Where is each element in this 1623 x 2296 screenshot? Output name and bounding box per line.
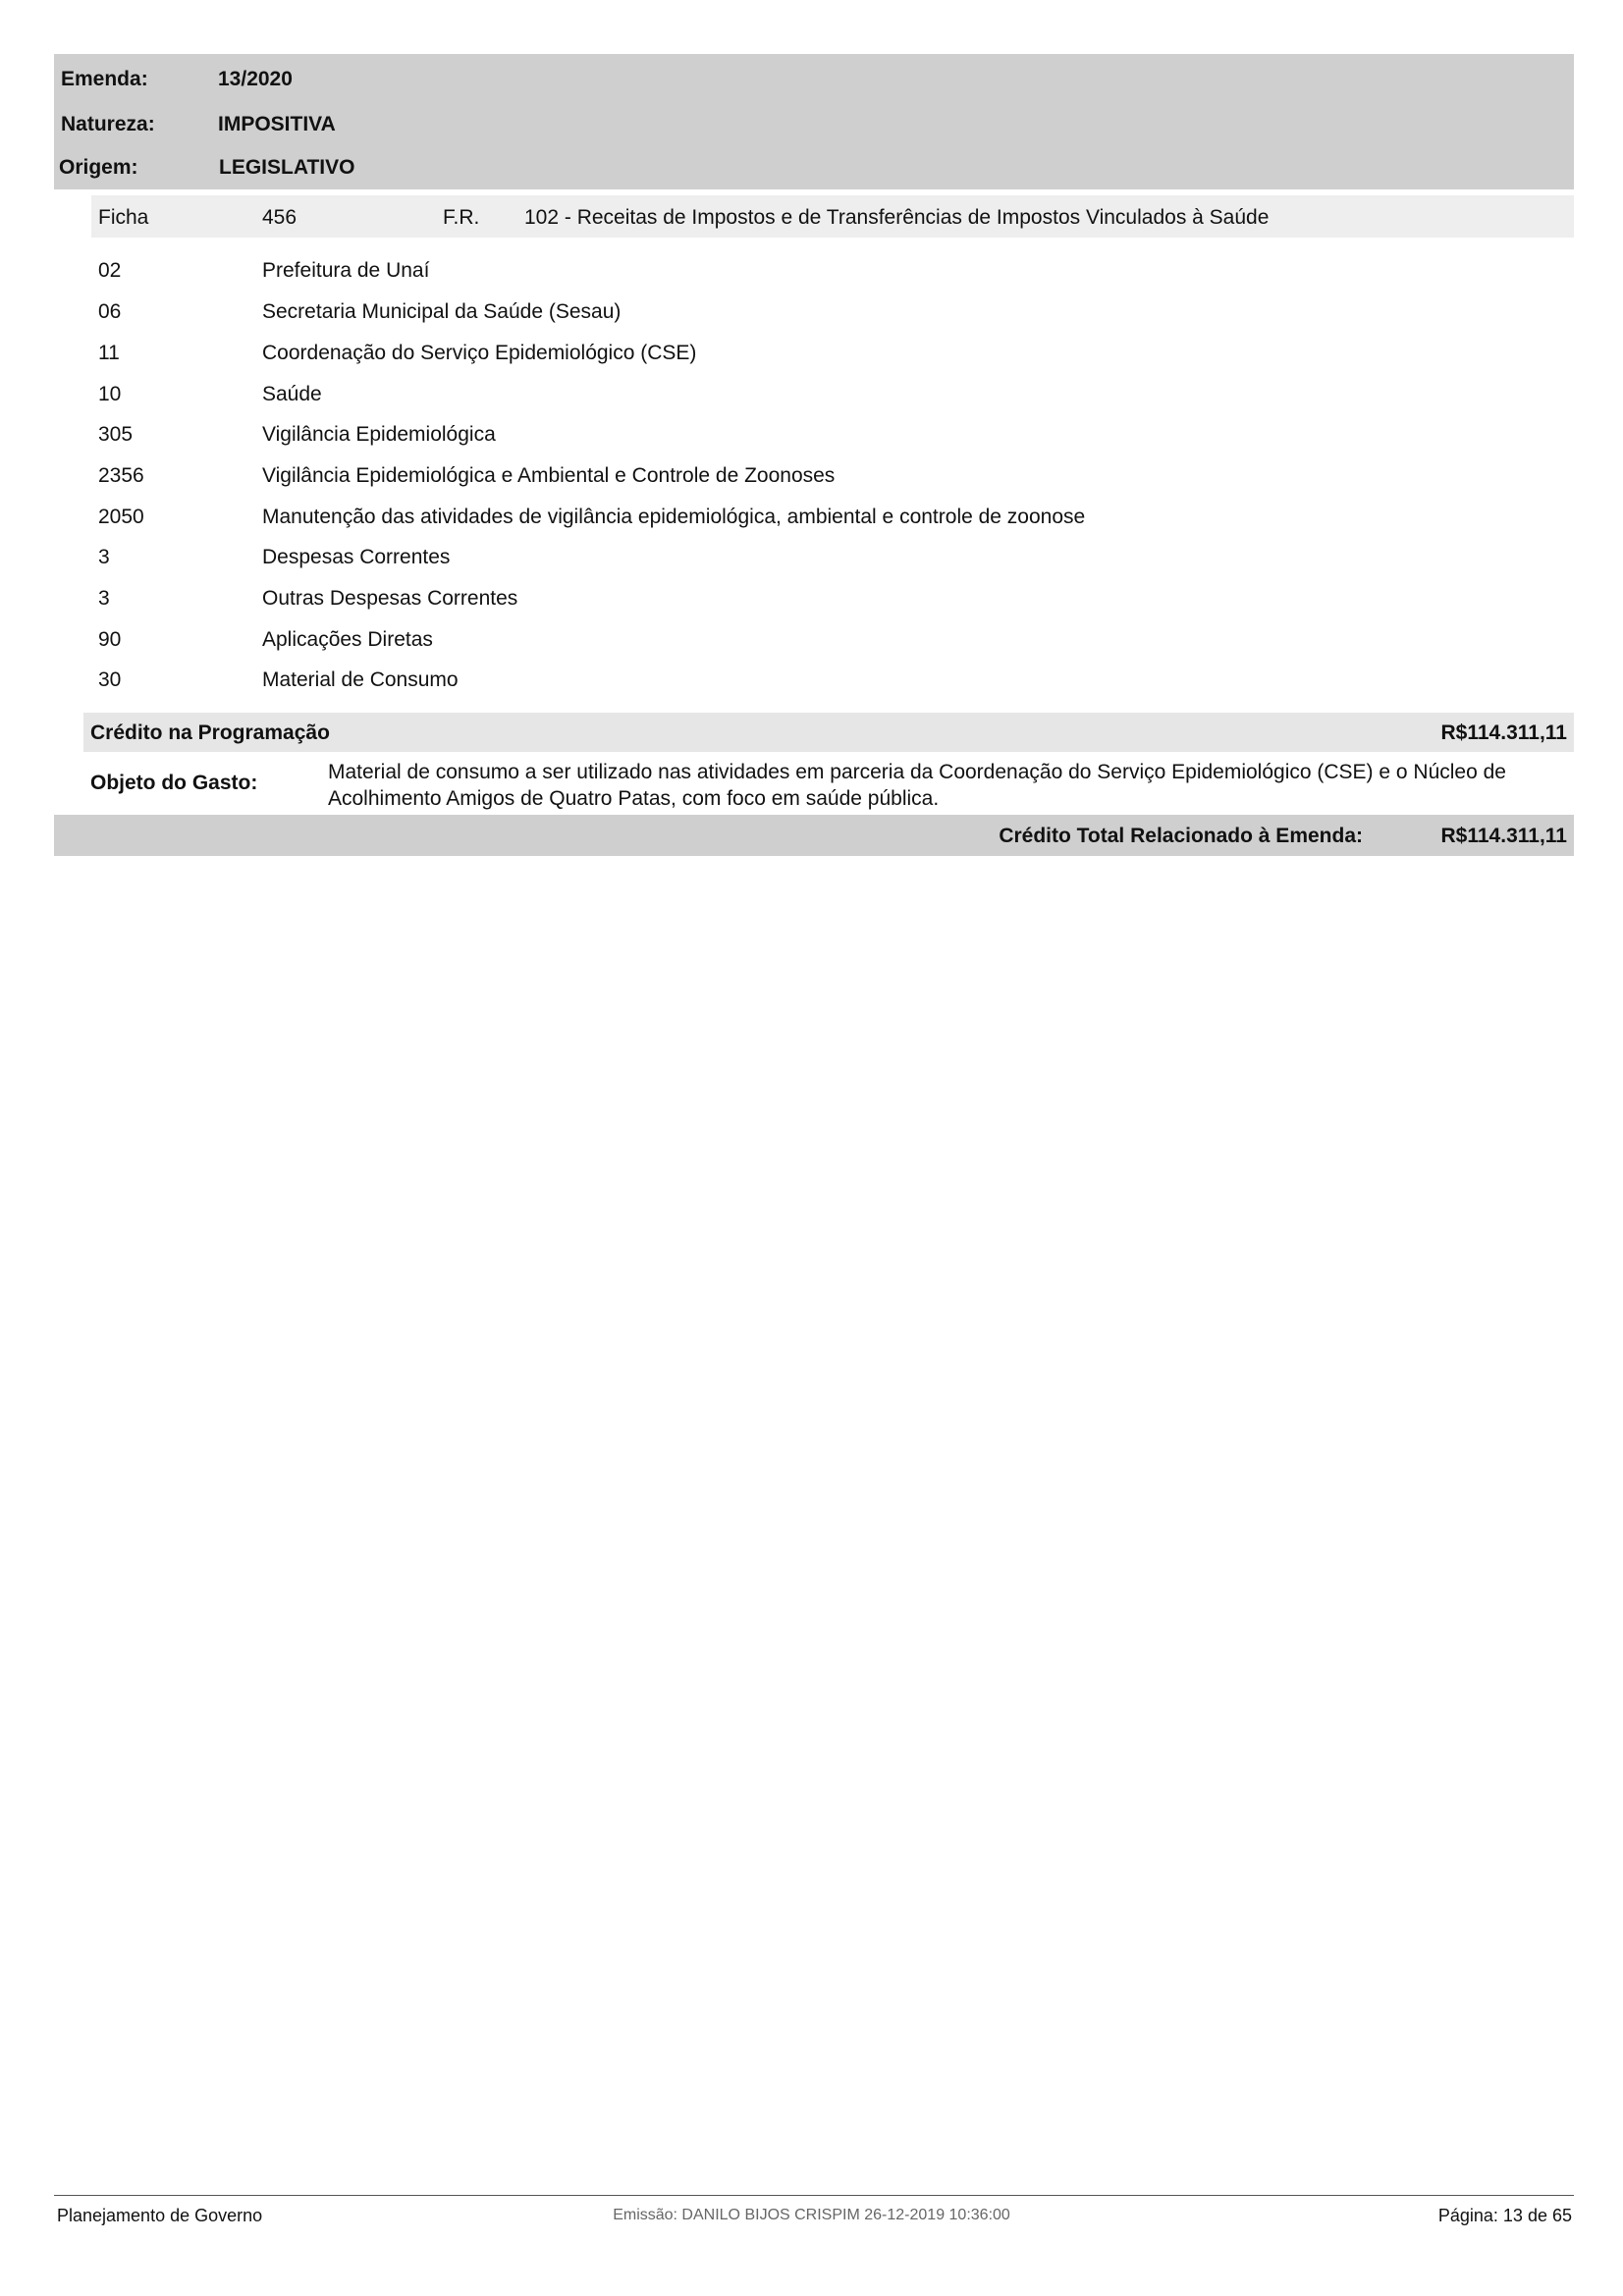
item-desc: Material de Consumo: [262, 668, 459, 691]
list-item: [98, 259, 1473, 289]
item-code: 3: [98, 546, 110, 568]
ficha-number: 456: [262, 206, 298, 229]
credito-programacao-row: [83, 713, 1574, 752]
item-code: 305: [98, 423, 134, 446]
item-code: 10: [98, 383, 122, 405]
list-item: [98, 300, 1473, 330]
item-code: 90: [98, 628, 122, 651]
total-value: R$114.311,11: [1440, 825, 1567, 847]
credito-value: R$114.311,11: [1440, 721, 1567, 744]
total-label: Crédito Total Relacionado à Emenda:: [999, 825, 1363, 847]
item-desc: Secretaria Municipal da Saúde (Sesau): [262, 300, 622, 323]
item-desc: Aplicações Diretas: [262, 628, 433, 651]
item-code: 3: [98, 587, 110, 610]
footer-divider: [54, 2195, 1574, 2196]
list-item: [98, 342, 1473, 371]
item-code: 11: [98, 342, 120, 364]
item-code: 2050: [98, 506, 144, 528]
objeto-label: Objeto do Gasto:: [90, 772, 258, 794]
item-desc: Saúde: [262, 383, 322, 405]
emenda-header: [54, 54, 1574, 189]
list-item: [98, 668, 1473, 698]
item-desc: Vigilância Epidemiológica e Ambiental e Controle de Zoonoses: [262, 464, 836, 487]
natureza-value: IMPOSITIVA: [218, 113, 336, 135]
list-item: [98, 628, 1473, 658]
natureza-label: Natureza:: [61, 113, 155, 135]
page-number: Página: 13 de 65: [1437, 2206, 1572, 2225]
fr-value: 102 - Receitas de Impostos e de Transferências de Impostos Vinculados à Saúde: [524, 206, 1270, 229]
item-code: 02: [98, 259, 122, 282]
fr-label: F.R.: [443, 206, 480, 229]
list-item: [98, 423, 1473, 453]
item-code: 30: [98, 668, 122, 691]
item-desc: Vigilância Epidemiológica: [262, 423, 496, 446]
origem-label: Origem:: [59, 156, 138, 179]
list-item: [98, 464, 1473, 494]
list-item: [98, 546, 1473, 575]
credito-label: Crédito na Programação: [90, 721, 330, 744]
footer-emission: Emissão: DANILO BIJOS CRISPIM 26-12-2019 10:36:00: [613, 2207, 1010, 2223]
item-code: 2356: [98, 464, 144, 487]
item-desc: Prefeitura de Unaí: [262, 259, 430, 282]
emenda-label: Emenda:: [61, 68, 148, 90]
ficha-row: [91, 195, 1574, 238]
item-desc: Despesas Correntes: [262, 546, 451, 568]
item-desc: Coordenação do Serviço Epidemiológico (CSE): [262, 342, 697, 364]
list-item: [98, 383, 1473, 412]
footer-left: Planejamento de Governo: [57, 2206, 263, 2225]
item-desc: Manutenção das atividades de vigilância epidemiológica, ambiental e controle de zoonose: [262, 506, 1086, 528]
list-item: [98, 506, 1473, 535]
item-code: 06: [98, 300, 122, 323]
item-desc: Outras Despesas Correntes: [262, 587, 518, 610]
objeto-text: Material de consumo a ser utilizado nas atividades em parceria da Coordenação do Serviço Epidemiológico (CSE) e o Núcleo de Acolhimento Amigos de Quatro Patas, com foco em saúde pública.: [328, 761, 1506, 810]
list-item: [98, 587, 1473, 616]
ficha-label: Ficha: [98, 206, 149, 229]
emenda-value: 13/2020: [218, 68, 293, 90]
credito-total-row: [54, 815, 1574, 856]
origem-value: LEGISLATIVO: [219, 156, 355, 179]
